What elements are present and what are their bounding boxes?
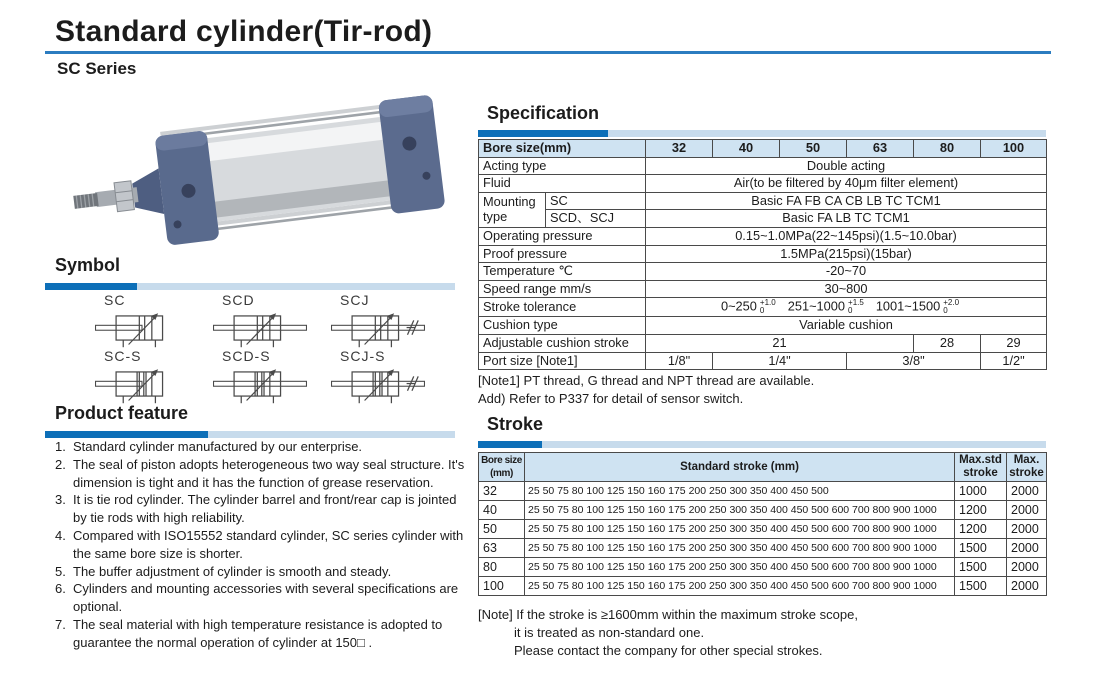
spec-value-cell: 1/4" [713,352,847,370]
stroke-strokes-cell: 25 50 75 80 100 125 150 160 175 200 250 300 350 400 450 500 600 700 800 900 1000 [525,520,955,539]
stroke-row [479,558,1047,577]
spec-row [479,280,1047,298]
stroke-max-std-cell: 1500 [955,539,1007,558]
stroke-max-std-cell: 1000 [955,482,1007,501]
symbol-label: SC-S [104,348,142,364]
spec-label-cell: Temperature ℃ [479,263,646,281]
stroke-max-cell: 2000 [1007,577,1047,596]
stroke-max-cell: 2000 [1007,482,1047,501]
stroke-header-cell: Max. stroke [1007,453,1047,482]
spec-tolerance-cell: 0~250 +1.0 0 251~1000 +1.5 0 1001~1500 +2.0 0 [646,298,1047,317]
stroke-strokes-cell: 25 50 75 80 100 125 150 160 175 200 250 300 350 400 450 500 600 700 800 900 1000 [525,539,955,558]
stroke-bore-cell: 32 [479,482,525,501]
spec-table [478,139,1047,370]
symbol-cell [210,348,328,400]
page-title: Standard cylinder(Tir-rod) [55,15,433,48]
feature-item [55,563,473,581]
stroke-strokes-cell: 25 50 75 80 100 125 150 160 175 200 250 300 350 400 450 500 [525,482,955,501]
heading-bar-dark [478,130,608,137]
feature-number: 6. [55,581,66,597]
symbol-label: SCJ [340,292,370,308]
stroke-max-cell: 2000 [1007,539,1047,558]
stroke-bore-cell: 100 [479,577,525,596]
stroke-header-cell: Max.std stroke [955,453,1007,482]
spec-label-cell: SCD、SCJ [546,210,646,228]
feature-number: 2. [55,456,66,472]
spec-label-cell: Adjustable cushion stroke [479,334,646,352]
feature-text: The seal material with high temperature resistance is adopted to guarantee the normal operation of cylinder at 150□ . [73,616,443,650]
feature-number: 1. [55,439,66,454]
feature-text: The buffer adjustment of cylinder is smooth and steady. [73,563,392,579]
heading-bar-dark [45,431,208,438]
spec-value-cell: 1.5MPa(215psi)(15bar) [646,245,1047,263]
features-list [55,438,473,652]
stroke-bore-cell: 80 [479,558,525,577]
spec-value-cell: Basic FA LB TC TCM1 [646,210,1047,228]
spec-row [479,227,1047,245]
spec-value-cell: Double acting [646,157,1047,175]
stroke-strokes-cell: 25 50 75 80 100 125 150 160 175 200 250 300 350 400 450 500 600 700 800 900 1000 [525,577,955,596]
spec-row [479,245,1047,263]
spec-value-cell: 32 [646,140,713,158]
spec-row [479,192,1047,210]
symbols-grid [92,292,452,400]
stroke-max-cell: 2000 [1007,520,1047,539]
stroke-heading: Stroke [487,414,544,434]
symbol-label: SCD [222,292,255,308]
feature-item [55,491,473,527]
spec-label-cell: Mounting type [479,192,546,227]
spec-value-cell: 63 [847,140,914,158]
stroke-row [479,577,1047,596]
pneumatic-symbol-diagram [330,307,426,349]
spec-label-cell: Acting type [479,157,646,175]
spec-value-cell: 50 [780,140,847,158]
stroke-strokes-cell: 25 50 75 80 100 125 150 160 175 200 250 300 350 400 450 500 600 700 800 900 1000 [525,501,955,520]
spec-row [479,210,1047,228]
spec-label-cell: Stroke tolerance [479,298,646,317]
spec-row [479,263,1047,281]
spec-label-cell: Speed range mm/s [479,280,646,298]
heading-bar [478,130,1046,137]
symbol-heading: Symbol [55,255,121,275]
stroke-header-cell: Bore size (mm) [479,453,525,482]
feature-item [55,438,473,456]
pneumatic-symbol-diagram [94,363,190,405]
feature-item [55,527,473,563]
symbol-cell [92,348,210,400]
spec-value-cell: 3/8" [847,352,981,370]
stroke-max-cell: 2000 [1007,558,1047,577]
stroke-bore-cell: 40 [479,501,525,520]
stroke-header-row [479,453,1047,482]
stroke-max-std-cell: 1200 [955,501,1007,520]
spec-value-cell: 21 [646,334,914,352]
spec-row [479,298,1047,317]
spec-label-cell: Proof pressure [479,245,646,263]
spec-row [479,317,1047,335]
symbol-label: SCD-S [222,348,271,364]
feature-item [55,616,473,652]
feature-item [55,580,473,616]
feature-number: 5. [55,563,66,579]
spec-value-cell: 1/2" [981,352,1047,370]
pneumatic-symbol-diagram [330,363,426,405]
stroke-strokes-cell: 25 50 75 80 100 125 150 160 175 200 250 300 350 400 450 500 600 700 800 900 1000 [525,558,955,577]
product-feature-heading: Product feature [55,403,189,423]
spec-note-line: Add) Refer to P337 for detail of sensor switch. [478,391,744,406]
symbol-label: SC [104,292,126,308]
stroke-note-line: Please contact the company for other special strokes. [514,643,823,658]
spec-value-cell: 0.15~1.0MPa(22~145psi)(1.5~10.0bar) [646,227,1047,245]
pneumatic-symbol-diagram [94,307,190,349]
stroke-table [478,452,1047,596]
feature-text: The seal of piston adopts heterogeneous two way seal structure. It's dimension is tight and it has the function of grease reservation. [73,456,465,490]
heading-bar [45,283,455,290]
spec-value-cell: -20~70 [646,263,1047,281]
pneumatic-symbol-diagram [212,307,308,349]
feature-text: Cylinders and mounting accessories with several specifications are optional. [73,581,459,615]
stroke-note-line: [Note] If the stroke is ≥1600mm within the maximum stroke scope, [478,607,858,622]
stroke-row [479,501,1047,520]
heading-bar [45,431,455,438]
spec-label-cell: Fluid [479,175,646,193]
stroke-max-std-cell: 1200 [955,520,1007,539]
stroke-row [479,539,1047,558]
spec-label-cell: Cushion type [479,317,646,335]
spec-value-cell: 1/8" [646,352,713,370]
spec-notes [478,372,814,408]
spec-row [479,175,1047,193]
stroke-row [479,520,1047,539]
spec-row [479,334,1047,352]
spec-value-cell: 29 [981,334,1047,352]
specification-heading: Specification [487,103,600,123]
pneumatic-symbol-diagram [212,363,308,405]
symbol-cell [92,292,210,344]
stroke-note-line: it is treated as non-standard one. [514,625,705,640]
stroke-max-std-cell: 1500 [955,577,1007,596]
stroke-max-cell: 2000 [1007,501,1047,520]
series-label: SC Series [57,59,137,78]
symbol-cell [328,292,446,344]
spec-value-cell: 100 [981,140,1047,158]
feature-text: Compared with ISO15552 standard cylinder, SC series cylinder with the same bore size is shorter. [73,527,464,561]
spec-value-cell: Variable cushion [646,317,1047,335]
spec-value-cell: 40 [713,140,780,158]
spec-row [479,352,1047,370]
feature-text: It is tie rod cylinder. The cylinder barrel and front/rear cap is jointed by tie rods with high reliability. [73,492,457,526]
spec-label-cell: Operating pressure [479,227,646,245]
heading-bar [478,441,1046,448]
symbol-cell [328,348,446,400]
spec-value-cell: Basic FA FB CA CB LB TC TCM1 [646,192,1047,210]
title-underline [45,51,1051,54]
heading-bar-dark [45,283,137,290]
spec-value-cell: Air(to be filtered by 40μm filter element) [646,175,1047,193]
spec-label-cell: SC [546,192,646,210]
spec-label-cell: Bore size(mm) [479,140,646,158]
symbol-cell [210,292,328,344]
spec-row [479,157,1047,175]
feature-number: 3. [55,492,66,508]
spec-value-cell: 30~800 [646,280,1047,298]
spec-row [479,140,1047,158]
spec-value-cell: 80 [914,140,981,158]
stroke-row [479,482,1047,501]
stroke-max-std-cell: 1500 [955,558,1007,577]
feature-number: 4. [55,527,66,543]
product-photo-cylinder [50,90,470,258]
spec-label-cell: Port size [Note1] [479,352,646,370]
spec-value-cell: 28 [914,334,981,352]
feature-number: 7. [55,616,66,632]
feature-text: Standard cylinder manufactured by our enterprise. [73,439,363,454]
feature-item [55,456,473,492]
symbol-label: SCJ-S [340,348,386,364]
heading-bar-dark [478,441,542,448]
stroke-header-cell: Standard stroke (mm) [525,453,955,482]
stroke-bore-cell: 50 [479,520,525,539]
spec-note-line: [Note1] PT thread, G thread and NPT thread are available. [478,373,815,388]
stroke-notes [478,606,858,660]
stroke-bore-cell: 63 [479,539,525,558]
